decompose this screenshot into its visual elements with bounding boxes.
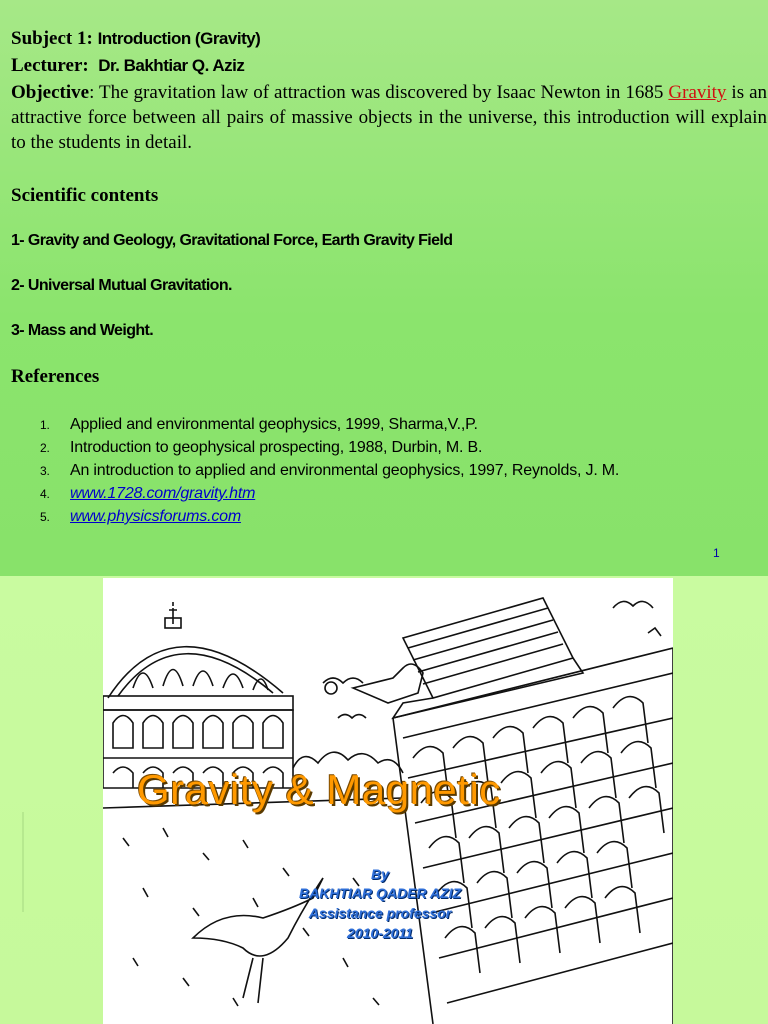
objective-text-1: : The gravitation law of attraction was discovered by Isaac Newton in 1685 <box>89 82 664 103</box>
reference-number: 1. <box>40 418 50 432</box>
content-item-3: 3- Mass and Weight. <box>11 322 154 339</box>
divider <box>22 812 24 912</box>
reference-number: 2. <box>40 441 50 455</box>
cover-years: 2010-2011 <box>347 925 413 941</box>
subject-label: Subject 1: <box>11 28 93 49</box>
cover-position: Assistance professor <box>308 905 452 921</box>
reference-number: 5. <box>40 510 50 524</box>
cover-title: Gravity & Magnetic <box>137 766 501 813</box>
dome-drawing <box>103 602 293 788</box>
subject-value: Introduction (Gravity) <box>97 29 261 48</box>
reference-item-2 <box>40 439 619 462</box>
reference-item-1 <box>40 416 619 439</box>
reference-item-4 <box>40 485 619 508</box>
lecturer-line <box>11 55 244 77</box>
subject-line <box>11 28 260 50</box>
lecturer-label: Lecturer: <box>11 55 89 76</box>
reference-number: 4. <box>40 487 50 501</box>
lecturer-value: Dr. Bakhtiar Q. Aziz <box>98 56 245 75</box>
gravity-link[interactable]: Gravity <box>668 82 727 103</box>
content-item-2: 2- Universal Mutual Gravitation. <box>11 277 232 294</box>
objective-label: Objective <box>11 82 90 103</box>
reference-text: Applied and environmental geophysics, 1999, Sharma,V.,P. <box>70 416 478 433</box>
reference-text: Introduction to geophysical prospecting, 1988, Durbin, M. B. <box>70 439 483 456</box>
content-item-1: 1- Gravity and Geology, Gravitational Force, Earth Gravity Field <box>11 232 453 249</box>
reference-link-physicsforums[interactable]: www.physicsforums.com <box>70 508 241 525</box>
scientific-contents-heading: Scientific contents <box>11 185 159 206</box>
objective-text-2: is an attractive force between all pairs of massive objects in the universe, this introduction will explain to the students in detail. <box>11 82 767 153</box>
reference-text: An introduction to applied and environmental geophysics, 1997, Reynolds, J. M. <box>70 462 620 479</box>
page-number: 1 <box>713 546 720 560</box>
cover-author: BAKHTIAR QADER AZIZ <box>298 885 462 901</box>
cover-by: By <box>371 866 389 882</box>
reference-item-5 <box>40 508 619 531</box>
references-heading: References <box>11 366 100 387</box>
objective-paragraph <box>11 80 767 155</box>
reference-link-1728[interactable]: www.1728.com/gravity.htm <box>70 485 256 502</box>
reference-number: 3. <box>40 464 50 478</box>
reference-item-3 <box>40 462 619 485</box>
references-list <box>40 416 619 531</box>
